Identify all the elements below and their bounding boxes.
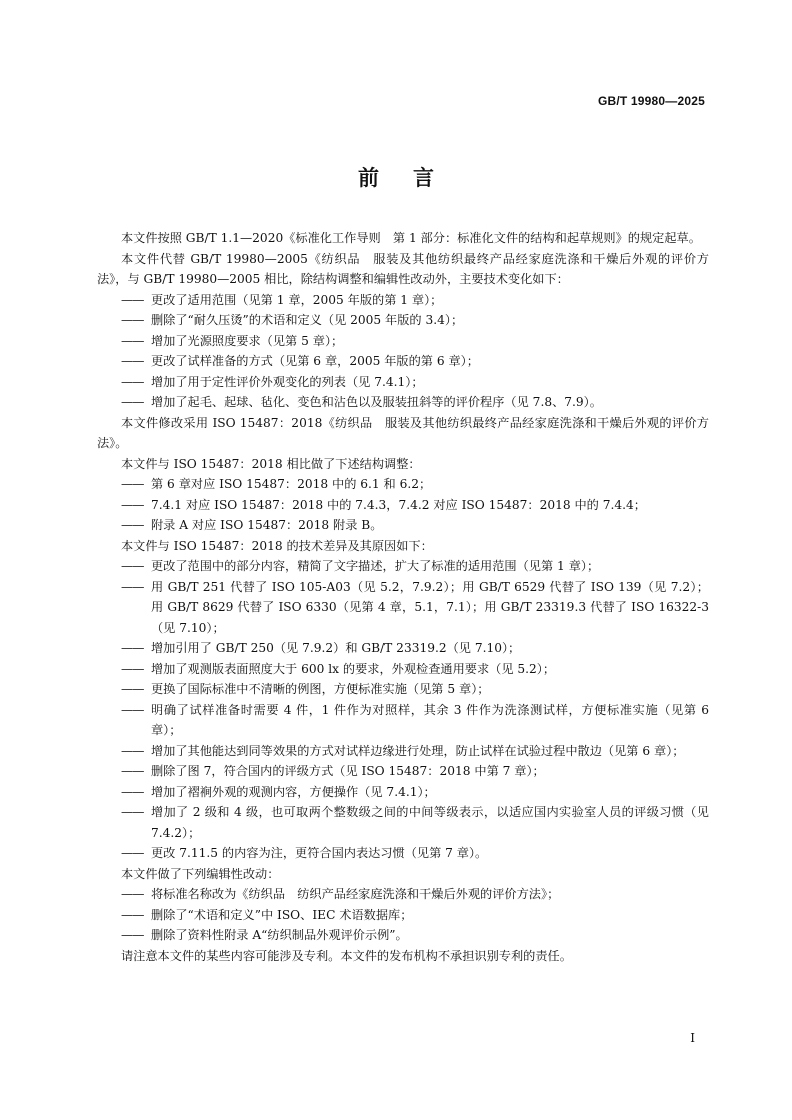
structure-changes-list — [97, 474, 709, 536]
list-item: —— 更换了国际标准中不清晰的例图，方便标准实施（见第 5 章）； — [97, 679, 709, 700]
dash-marker: —— — [121, 682, 144, 696]
dash-marker: —— — [121, 313, 144, 327]
dash-marker: —— — [121, 354, 144, 368]
list-item: —— 删除了资料性附录 A“纺织制品外观评价示例”。 — [97, 925, 709, 946]
list-item: —— 增加了褶裥外观的观测内容，方便操作（见 7.4.1）； — [97, 782, 709, 803]
technical-differences-list — [97, 556, 709, 864]
list-item: —— 增加引用了 GB/T 250（见 7.9.2）和 GB/T 23319.2（见 7.10）； — [97, 638, 709, 659]
dash-marker: —— — [121, 579, 144, 594]
dash-marker: —— — [121, 395, 144, 409]
dash-marker: —— — [121, 641, 144, 655]
paragraph-editorial: 本文件做了下列编辑性改动： — [121, 866, 280, 881]
page-number: I — [690, 1031, 695, 1045]
paragraph-replaces: 本文件代替 GB/T 19980—2005《纺织品 服装及其他纺织最终产品经家庭洗涤和干燥后外观的评价方法》，与 GB/T 19980—2005 相比，除结构调整和编辑性改动外，主要技术变化如下： — [97, 251, 709, 286]
list-item: —— 增加了起毛、起球、毡化、变色和沾色以及服装扭斜等的评价程序（见 7.8、7.9）。 — [97, 392, 709, 413]
dash-marker: —— — [121, 784, 144, 799]
list-item: —— 增加了观测版表面照度大于 600 lx 的要求，外观检查通用要求（见 5.2）； — [97, 659, 709, 680]
dash-marker: —— — [121, 702, 144, 717]
dash-marker: —— — [121, 559, 144, 573]
dash-marker: —— — [121, 764, 144, 778]
tech-changes-list — [97, 290, 709, 413]
list-item: —— 增加了用于定性评价外观变化的列表（见 7.4.1）； — [97, 372, 709, 393]
dash-marker: —— — [121, 333, 144, 348]
list-item: —— 增加了光源照度要求（见第 5 章）； — [97, 331, 709, 352]
dash-marker: —— — [121, 928, 144, 942]
list-item: —— 删除了图 7，符合国内的评级方式（见 ISO 15487：2018 中第 7 章）； — [97, 761, 709, 782]
paragraph-iso-adoption: 本文件修改采用 ISO 15487：2018《纺织品 服装及其他纺织最终产品经家庭洗涤和干燥后外观的评价方法》。 — [97, 415, 709, 450]
paragraph-technical-differences: 本文件与 ISO 15487：2018 的技术差异及其原因如下： — [121, 538, 433, 553]
dash-marker: —— — [121, 497, 144, 512]
standard-code: GB/T 19980—2025 — [597, 94, 705, 108]
editorial-changes-list — [97, 884, 709, 946]
list-item: —— 将标准名称改为《纺织品 纺织产品经家庭洗涤和干燥后外观的评价方法》； — [97, 884, 709, 905]
list-item: —— 更改了试样准备的方式（见第 6 章，2005 年版的第 6 章）； — [97, 351, 709, 372]
list-item: —— 删除了“耐久压烫”的术语和定义（见 2005 年版的 3.4）； — [97, 310, 709, 331]
list-item: —— 增加了其他能达到同等效果的方式对试样边缘进行处理，防止试样在试验过程中散边（见第 6 章）； — [97, 741, 709, 762]
dash-marker: —— — [121, 846, 144, 860]
dash-marker: —— — [121, 374, 144, 389]
paragraph-patent-notice: 请注意本文件的某些内容可能涉及专利。本文件的发布机构不承担识别专利的责任。 — [121, 948, 572, 963]
list-item: —— 增加了 2 级和 4 级，也可取两个整数级之间的中间等级表示，以适应国内实验室人员的评级习惯（见 7.4.2）； — [97, 802, 709, 843]
list-item: —— 7.4.1 对应 ISO 15487：2018 中的 7.4.3，7.4.2 对应 ISO 15487：2018 中的 7.4.4； — [97, 495, 709, 516]
dash-marker: —— — [121, 805, 144, 819]
dash-marker: —— — [121, 743, 144, 758]
list-item: —— 更改了适用范围（见第 1 章，2005 年版的第 1 章）； — [97, 290, 709, 311]
dash-marker: —— — [121, 907, 144, 922]
list-item: —— 更改了范围中的部分内容，精简了文字描述，扩大了标准的适用范围（见第 1 章）； — [97, 556, 709, 577]
foreword-body — [97, 228, 709, 966]
list-item: —— 更改 7.11.5 的内容为注，更符合国内表达习惯（见第 7 章）。 — [97, 843, 709, 864]
list-item: —— 明确了试样准备时需要 4 件，1 件作为对照样，其余 3 件作为洗涤测试样，方便标准实施（见第 6 章）； — [97, 700, 709, 741]
paragraph-structure: 本文件与 ISO 15487：2018 相比做了下述结构调整： — [121, 456, 421, 471]
list-item: —— 第 6 章对应 ISO 15487：2018 中的 6.1 和 6.2； — [97, 474, 709, 495]
list-item: —— 删除了“术语和定义”中 ISO、IEC 术语数据库； — [97, 905, 709, 926]
dash-marker: —— — [121, 887, 144, 901]
list-item: —— 用 GB/T 251 代替了 ISO 105-A03（见 5.2，7.9.2）；用 GB/T 6529 代替了 ISO 139（见 7.2）；用 GB/T 8629 代替了 ISO 6330（见第 4 章，5.1，7.1）；用 GB/T 23319.3 代替了 ISO 16322-3（见 7.10）； — [97, 577, 709, 639]
dash-marker: —— — [121, 477, 144, 491]
dash-marker: —— — [121, 518, 144, 532]
list-item: —— 附录 A 对应 ISO 15487：2018 附录 B。 — [97, 515, 709, 536]
paragraph-drafting-rules: 本文件按照 GB/T 1.1—2020《标准化工作导则 第 1 部分：标准化文件的结构和起草规则》的规定起草。 — [121, 231, 701, 245]
page-title: 前言 — [358, 166, 468, 190]
dash-marker: —— — [121, 661, 144, 676]
dash-marker: —— — [121, 292, 144, 307]
